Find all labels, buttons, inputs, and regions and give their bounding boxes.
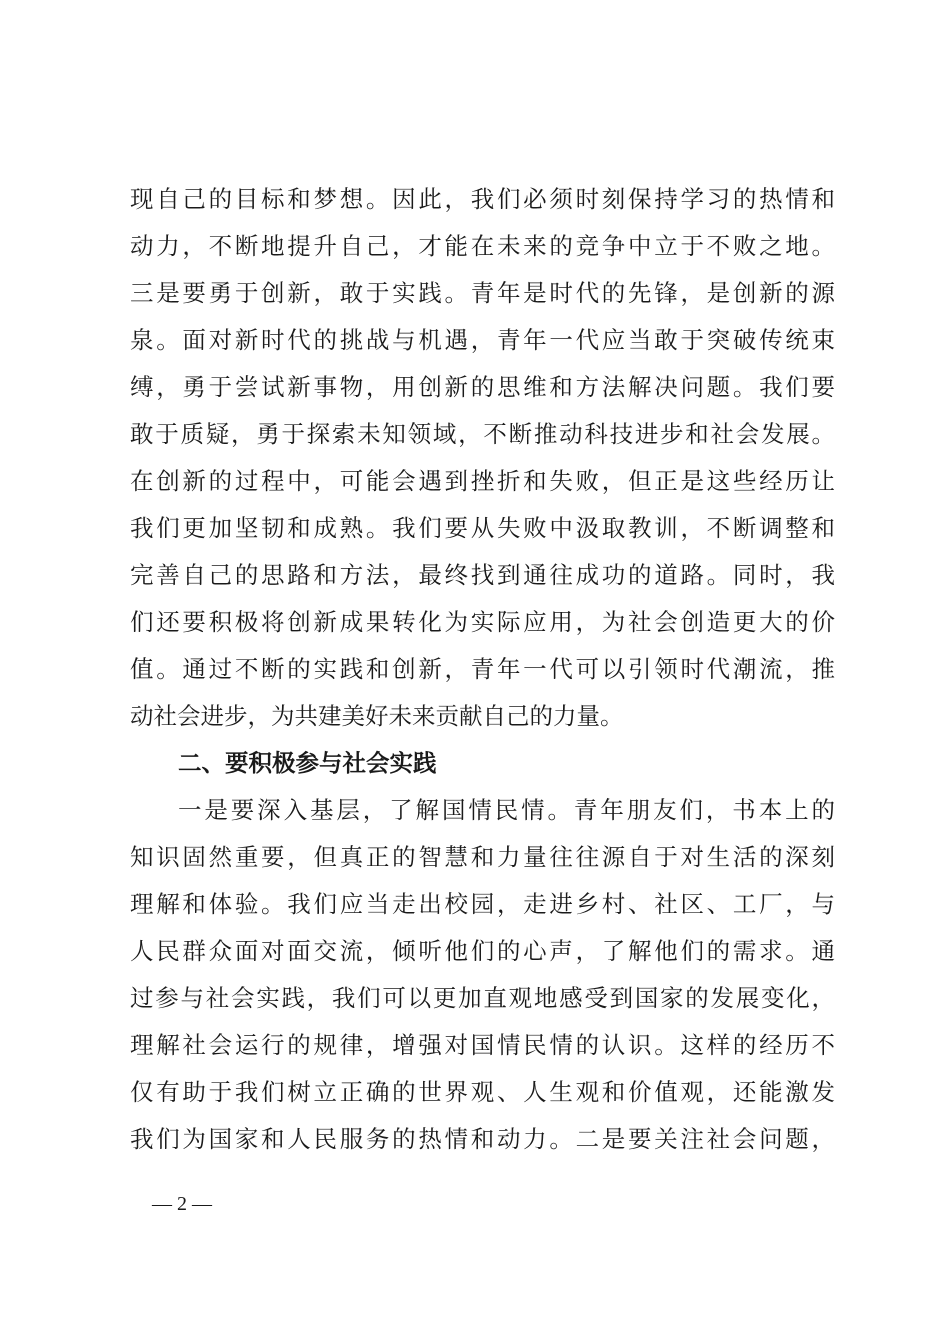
text-line: 值。通过不断的实践和创新，青年一代可以引领时代潮流，推 [130, 655, 835, 683]
text-line: 人民群众面对面交流，倾听他们的心声，了解他们的需求。通 [130, 937, 835, 965]
text-line: 在创新的过程中，可能会遇到挫折和失败，但正是这些经历让 [130, 467, 835, 495]
text-line: 泉。面对新时代的挑战与机遇，青年一代应当敢于突破传统束 [130, 326, 835, 354]
text-line: 我们为国家和人民服务的热情和动力。二是要关注社会问题， [130, 1125, 835, 1153]
section-heading: 二、要积极参与社会实践 [178, 749, 437, 777]
text-line: 缚，勇于尝试新事物，用创新的思维和方法解决问题。我们要 [130, 373, 835, 401]
text-line: 知识固然重要，但真正的智慧和力量往往源自于对生活的深刻 [130, 843, 835, 871]
text-line: 三是要勇于创新，敢于实践。青年是时代的先锋，是创新的源 [130, 279, 835, 307]
text-line: 过参与社会实践，我们可以更加直观地感受到国家的发展变化， [130, 984, 835, 1012]
text-line: 现自己的目标和梦想。因此，我们必须时刻保持学习的热情和 [130, 185, 835, 213]
text-line: 们还要积极将创新成果转化为实际应用，为社会创造更大的价 [130, 608, 835, 636]
text-line: 敢于质疑，勇于探索未知领域，不断推动科技进步和社会发展。 [130, 420, 835, 448]
text-line: 动社会进步，为共建美好未来贡献自己的力量。 [130, 702, 624, 730]
text-line: 完善自己的思路和方法，最终找到通往成功的道路。同时，我 [130, 561, 835, 589]
text-line: 理解社会运行的规律，增强对国情民情的认识。这样的经历不 [130, 1031, 835, 1059]
page-number: — 2 — [152, 1193, 212, 1215]
text-line: 我们更加坚韧和成熟。我们要从失败中汲取教训，不断调整和 [130, 514, 835, 542]
text-line: 一是要深入基层，了解国情民情。青年朋友们，书本上的 [178, 796, 835, 824]
text-line: 动力，不断地提升自己，才能在未来的竞争中立于不败之地。 [130, 232, 835, 260]
paragraph-innovation [130, 176, 835, 1163]
text-line: 仅有助于我们树立正确的世界观、人生观和价值观，还能激发 [130, 1078, 835, 1106]
text-line: 理解和体验。我们应当走出校园，走进乡村、社区、工厂，与 [130, 890, 835, 918]
